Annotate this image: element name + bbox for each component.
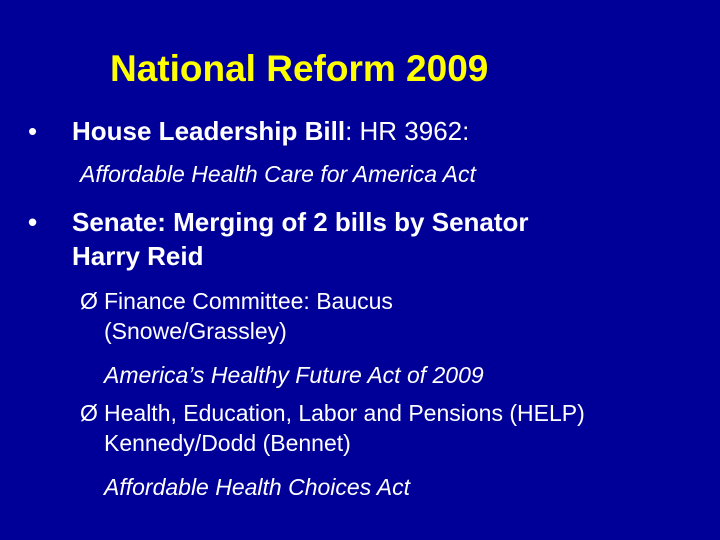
bullet-icon: • <box>28 116 38 146</box>
arrow-bullet-icon: Ø <box>80 288 98 314</box>
sub-bullet-finance <box>80 286 484 390</box>
help-line-1: Health, Education, Labor and Pensions (HELP) <box>104 400 585 426</box>
bullet-icon: • <box>28 207 38 237</box>
finance-act-name: America’s Healthy Future Act of 2009 <box>104 362 484 388</box>
house-act-name: Affordable Health Care for America Act <box>80 161 476 187</box>
senate-line-2: Harry Reid <box>72 241 204 271</box>
finance-line-1: Finance Committee: Baucus <box>104 288 393 314</box>
senate-line-1: Senate: Merging of 2 bills by Senator <box>72 207 529 237</box>
bullet-house-bill <box>28 116 469 146</box>
bullet-senate <box>28 205 708 273</box>
help-line-2: Kennedy/Dodd (Bennet) <box>104 430 351 456</box>
slide-title: National Reform 2009 <box>110 48 489 89</box>
arrow-bullet-icon: Ø <box>80 400 98 426</box>
house-bill-label: House Leadership Bill <box>72 116 346 146</box>
finance-line-2: (Snowe/Grassley) <box>104 318 287 344</box>
help-act-name: Affordable Health Choices Act <box>104 474 410 500</box>
sub-bullet-help <box>80 398 585 502</box>
house-bill-number: : HR 3962: <box>345 116 470 146</box>
